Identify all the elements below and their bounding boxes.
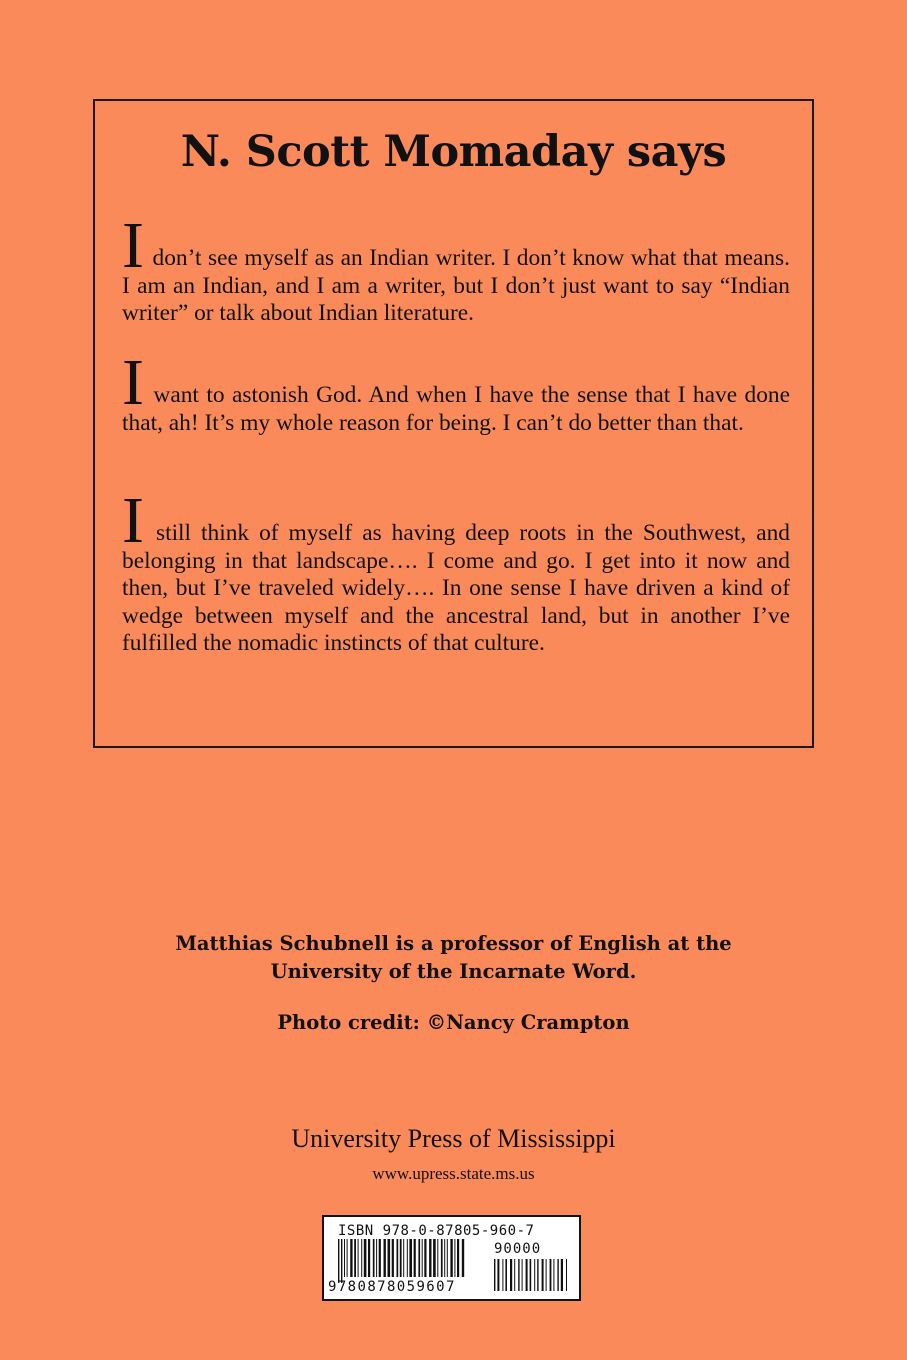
photo-credit: Photo credit: ©Nancy Crampton (277, 1011, 630, 1034)
drop-cap: I (122, 346, 144, 419)
quote-paragraph-2 (122, 346, 790, 437)
quote-text: want to astonish God. And when I have the sense that I have done that, ah! It’s my whole reason for being. I can’t do better than that. (122, 382, 790, 436)
publisher-name: University Press of Mississippi (291, 1124, 616, 1153)
isbn-barcode (322, 1215, 581, 1301)
quote-paragraph-3 (122, 484, 790, 658)
quote-text: don’t see myself as an Indian writer. I don’t know what that means. I am an Indian, and I am a writer, but I don’t just want to say “Indian writer” or talk about Indian literature. (122, 245, 790, 326)
author-bio (0, 930, 907, 986)
drop-cap: I (122, 209, 144, 282)
quote-paragraph-1 (122, 209, 790, 328)
price-code: 90000 (494, 1241, 542, 1257)
author-bio-line-2: University of the Incarnate Word. (270, 960, 637, 983)
author-bio-line-1: Matthias Schubnell is a professor of English at the (175, 932, 732, 955)
quote-box-title: N. Scott Momaday says (180, 127, 727, 177)
drop-cap: I (122, 484, 144, 557)
quote-text: still think of myself as having deep roots in the Southwest, and belonging in that landscape…. I come and go. I get into it now and then, but I’ve traveled widely…. In one sense I have driven a kind of wedge between myself and the ancestral land, but in another I’ve fulfilled the nomadic instincts of that culture. (122, 520, 790, 656)
publisher-url: www.upress.state.ms.us (372, 1164, 535, 1183)
barcode-digits: 9780878059607 (328, 1279, 456, 1295)
isbn-label: ISBN 978-0-87805-960-7 (338, 1223, 535, 1239)
quote-box (93, 99, 814, 748)
